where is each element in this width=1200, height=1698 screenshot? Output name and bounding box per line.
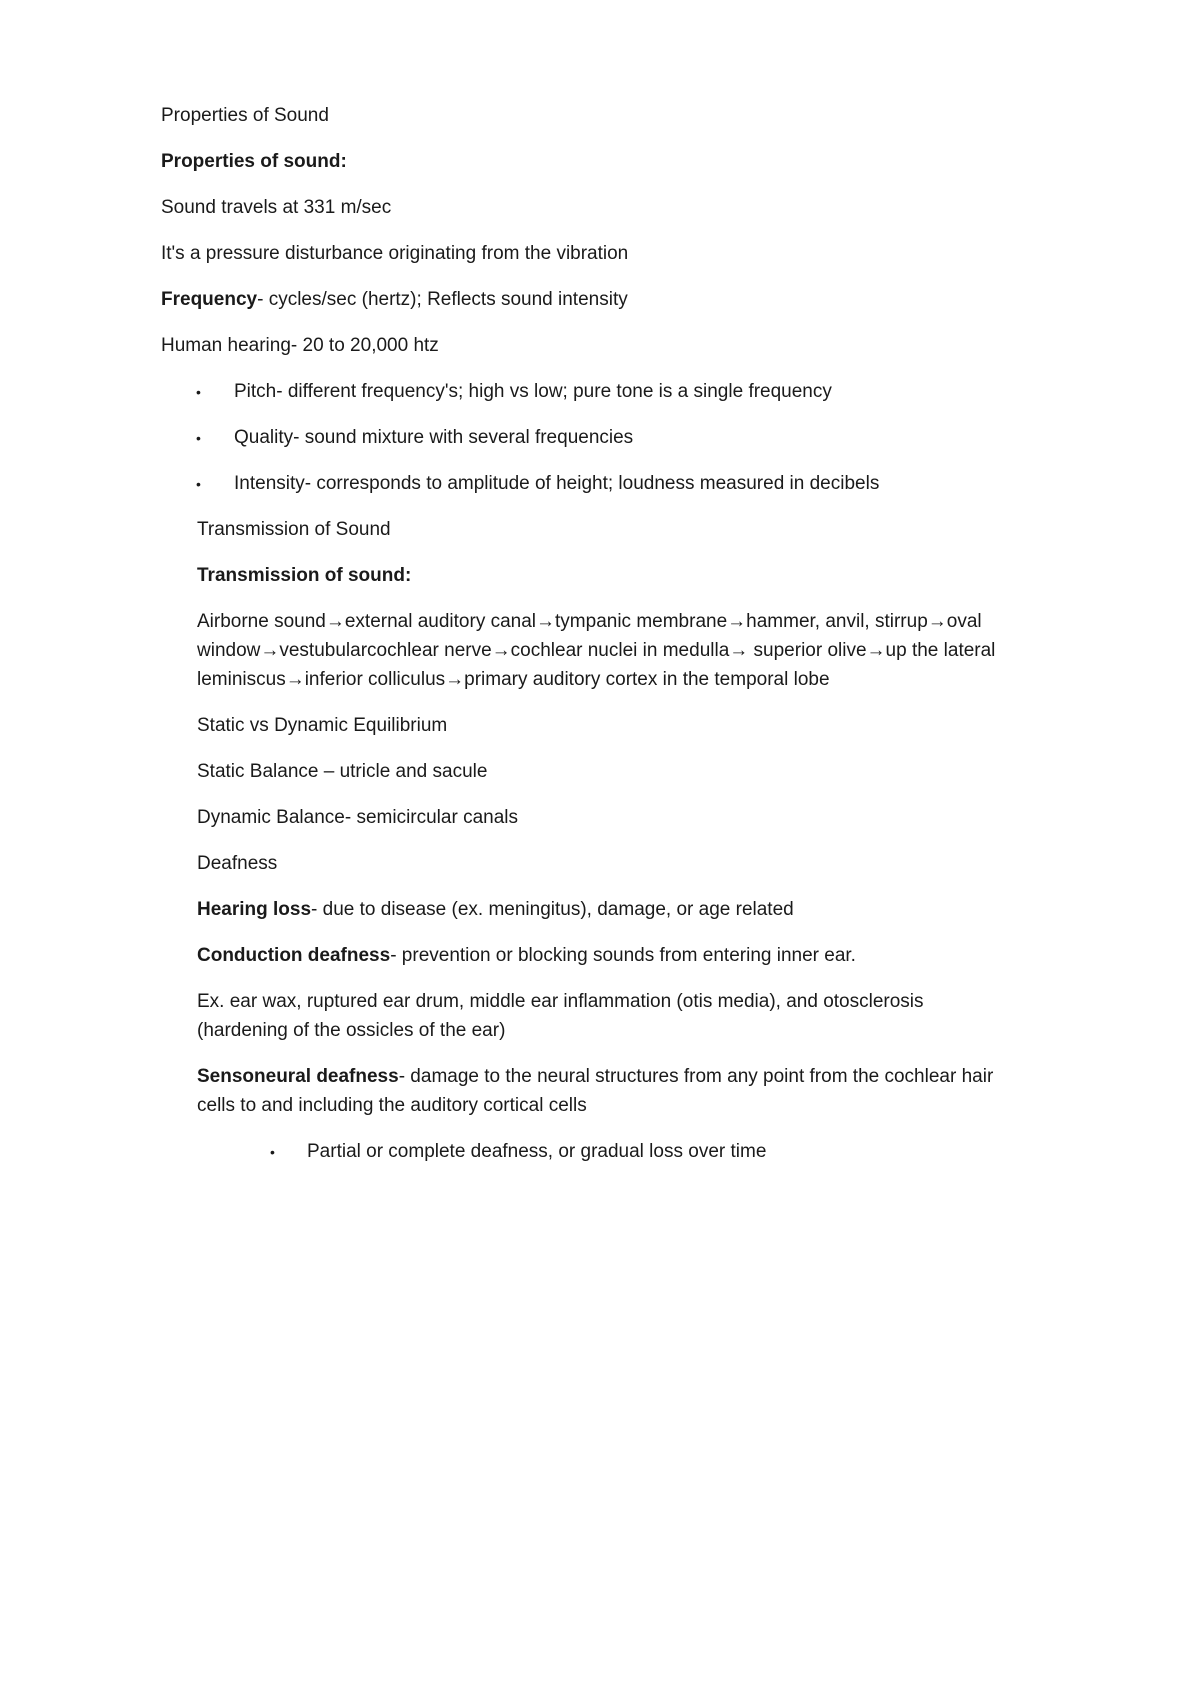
bullet-dot: • (196, 384, 201, 400)
frequency-definition: - cycles/sec (hertz); Reflects sound intensity (257, 289, 628, 310)
section-heading-transmission: Transmission of sound: (197, 565, 412, 586)
hearing-loss-definition: - due to disease (ex. meningitus), damage, or age related (311, 899, 794, 920)
list-item-deafness-types: Partial or complete deafness, or gradual loss over time (307, 1141, 767, 1162)
section-heading-properties: Properties of sound: (161, 151, 347, 172)
paragraph-sound-speed: Sound travels at 331 m/sec (161, 197, 392, 218)
frequency-term: Frequency (161, 289, 258, 310)
bullet-dot: • (196, 430, 201, 446)
example-line-1: Ex. ear wax, ruptured ear drum, middle ear inflammation (otis media), and otosclerosis (197, 991, 924, 1012)
sensoneural-term: Sensoneural deafness (197, 1066, 399, 1087)
paragraph-frequency (161, 285, 628, 315)
paragraph-static-balance: Static Balance – utricle and sacule (197, 761, 488, 782)
paragraph-sensoneural-line-2: cells to and including the auditory cortical cells (197, 1095, 587, 1116)
list-item-quality: Quality- sound mixture with several frequencies (234, 427, 634, 448)
paragraph-dynamic-balance: Dynamic Balance- semicircular canals (197, 807, 518, 828)
hearing-loss-term: Hearing loss (197, 899, 312, 920)
section-title-equilibrium: Static vs Dynamic Equilibrium (197, 715, 448, 736)
list-item-intensity: Intensity- corresponds to amplitude of height; loudness measured in decibels (234, 473, 880, 494)
pathway-line-2: window→vestubularcochlear nerve→cochlear nuclei in medulla→ superior olive→up the lateral (197, 640, 996, 661)
paragraph-pressure: It's a pressure disturbance originating from the vibration (161, 243, 629, 264)
paragraph-sensoneural-line-1 (197, 1062, 993, 1092)
bullet-dot: • (270, 1144, 275, 1160)
section-title-transmission: Transmission of Sound (197, 519, 391, 540)
example-line-2: (hardening of the ossicles of the ear) (197, 1020, 506, 1041)
pathway-line-1: Airborne sound→external auditory canal→tympanic membrane→hammer, anvil, stirrup→oval (197, 611, 982, 632)
paragraph-human-hearing: Human hearing- 20 to 20,000 htz (161, 335, 439, 356)
conduction-definition: - prevention or blocking sounds from entering inner ear. (390, 945, 856, 966)
section-title-properties: Properties of Sound (161, 105, 329, 126)
bullet-dot: • (196, 476, 201, 492)
list-item-pitch: Pitch- different frequency's; high vs low; pure tone is a single frequency (234, 381, 832, 402)
section-title-deafness: Deafness (197, 853, 278, 874)
sensoneural-definition: - damage to the neural structures from any point from the cochlear hair (398, 1066, 994, 1087)
pathway-line-3: leminiscus→inferior colliculus→primary auditory cortex in the temporal lobe (197, 669, 830, 690)
conduction-term: Conduction deafness (197, 945, 391, 966)
paragraph-conduction-deafness (197, 941, 856, 971)
paragraph-hearing-loss (197, 895, 794, 925)
